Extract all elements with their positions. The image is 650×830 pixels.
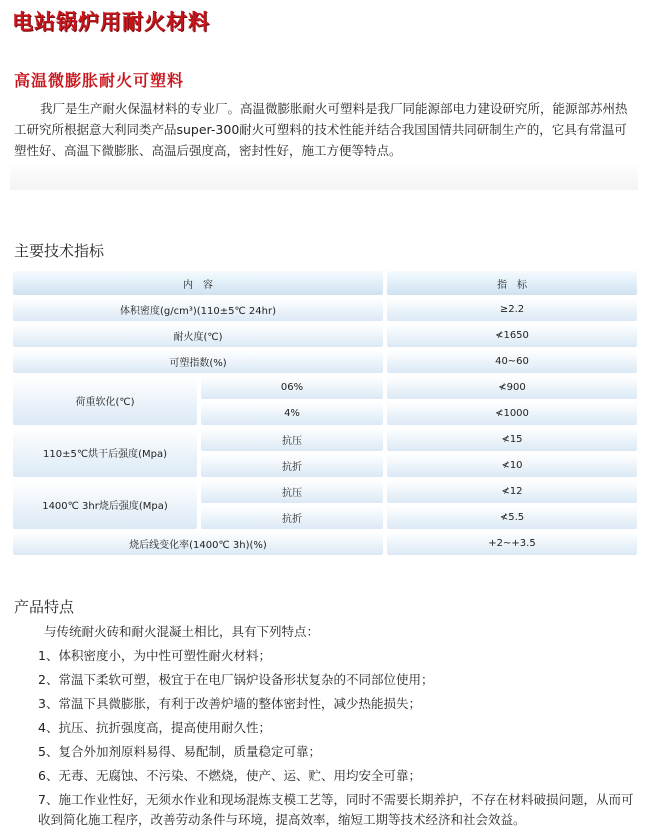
spec-section-title: 主要技术指标: [14, 242, 105, 260]
features-list: [14, 620, 640, 830]
table-cell-label: 烧后线变化率(1400℃ 3h)(%): [12, 531, 384, 556]
intro-paragraph: 我厂是生产耐火保温材料的专业厂。高温微膨胀耐火可塑料是我厂同能源部电力建设研究所，能源部苏州热工研究所根据意大利同类产品super-300耐火可塑料的技术性能并结合我国国情共同研制生产的，它具有常温可塑性好、高温下微膨胀、高温后强度高，密封性好，施工方便等特点。: [10, 94, 638, 190]
table-cell-value: ≥2.2: [386, 297, 638, 322]
table-cell-value: ≮900: [386, 375, 638, 400]
product-title: 高温微膨胀耐火可塑料: [14, 71, 185, 90]
list-item: 7、施工作业性好，无须水作业和现场混炼支模工艺等，同时不需要长期养护，不存在材料破损问题，从而可收到简化施工程序，改善劳动条件与环境，提高效率，缩短工期等技术经济和社会效益。: [38, 792, 634, 827]
table-cell-value: ≮1000: [386, 401, 638, 426]
page-title: 电站锅炉用耐火材料: [12, 10, 210, 34]
table-cell-value: 40~60: [386, 349, 638, 374]
table-cell-value: ≮1650: [386, 323, 638, 348]
table-cell-label: 4%: [200, 401, 384, 426]
spec-table: [12, 270, 638, 558]
table-cell-label: 抗压: [200, 427, 384, 452]
table-cell-value: +2~+3.5: [386, 531, 638, 556]
table-cell-label: 抗压: [200, 479, 384, 504]
table-group-label: 荷重软化(℃): [12, 375, 198, 426]
table-cell-label: 06%: [200, 375, 384, 400]
list-item: 3、常温下具微膨胀，有利于改善炉墙的整体密封性，减少热能损失；: [38, 696, 421, 711]
table-cell-label: 抗折: [200, 453, 384, 478]
table-cell-label: 可塑指数(%): [12, 349, 384, 374]
table-header-index: 指 标: [386, 270, 638, 296]
table-cell-label: 体积密度(g/cm³)(110±5℃ 24hr): [12, 297, 384, 322]
features-section-title: 产品特点: [14, 598, 75, 616]
table-cell-value: ≮12: [386, 479, 638, 504]
top-banner: [0, 0, 650, 42]
list-item: 5、复合外加剂原料易得、易配制，质量稳定可靠；: [38, 744, 321, 759]
table-header-content: 内 容: [12, 270, 384, 296]
table-cell-value: ≮15: [386, 427, 638, 452]
table-cell-value: ≮10: [386, 453, 638, 478]
list-item: 6、无毒、无腐蚀、不污染、不燃烧，使产、运、贮、用均安全可靠；: [38, 768, 421, 783]
table-cell-value: ≮5.5: [386, 505, 638, 530]
table-cell-label: 抗折: [200, 505, 384, 530]
table-group-label: 110±5℃烘干后强度(Mpa): [12, 427, 198, 478]
table-group-label: 1400℃ 3hr烧后强度(Mpa): [12, 479, 198, 530]
list-item: 2、常温下柔软可塑，极宜于在电厂锅炉设备形状复杂的不同部位使用；: [38, 672, 434, 687]
list-item: 1、体积密度小，为中性可塑性耐火材料；: [38, 648, 271, 663]
list-item: 4、抗压、抗折强度高，提高使用耐久性；: [38, 720, 271, 735]
features-intro: 与传统耐火砖和耐火混凝土相比，具有下列特点：: [44, 624, 320, 639]
table-cell-label: 耐火度(℃): [12, 323, 384, 348]
